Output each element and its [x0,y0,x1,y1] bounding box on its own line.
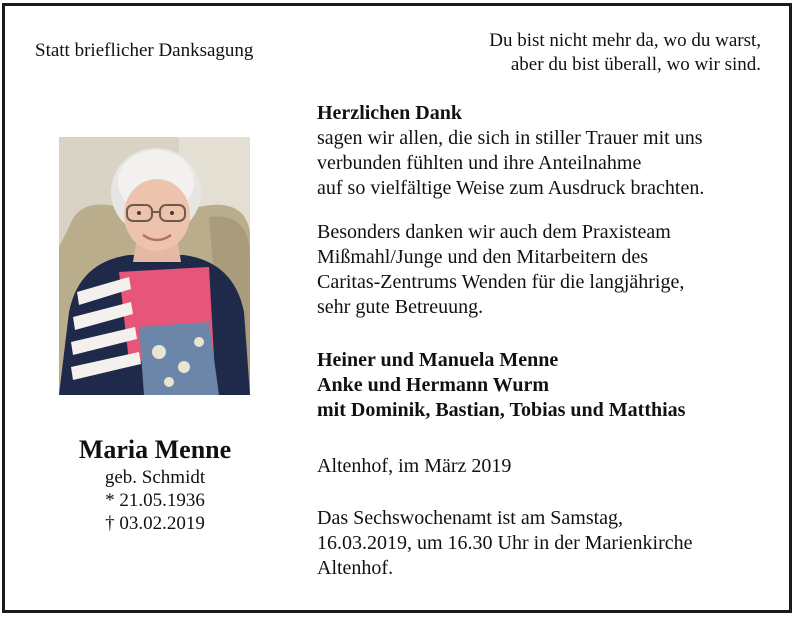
family-signatures [317,348,685,423]
special-thanks-line: Caritas-Zentrums Wenden für die langjährige, [317,271,685,293]
obituary-card [2,3,792,613]
quote-line: Du bist nicht mehr da, wo du warst, [489,30,761,51]
family-line: Anke und Hermann Wurm [317,374,550,396]
special-thanks-line: sehr gute Betreuung. [317,296,484,318]
deceased-name: Maria Menne [78,435,232,464]
header-quote [489,29,761,77]
special-thanks-line: Besonders danken wir auch dem Praxisteam [317,221,671,243]
service-line: 16.03.2019, um 16.30 Uhr in der Marienkirche [317,532,693,554]
portrait-illustration [59,137,250,395]
family-line: mit Dominik, Bastian, Tobias und Matthias [317,399,686,421]
service-line: Altenhof. [317,557,394,579]
thanks-line: verbunden fühlten und ihre Anteilnahme [317,152,642,174]
service-notice [317,506,692,581]
deceased-info [45,434,265,535]
death-date: † 03.02.2019 [105,513,205,534]
thanks-line: sagen wir allen, die sich in stiller Trauer mit uns [317,127,703,149]
family-line: Heiner und Manuela Menne [317,349,559,371]
thanks-line: auf so vielfältige Weise zum Ausdruck brachten. [317,177,705,199]
thanks-paragraph [317,101,704,201]
birth-name: geb. Schmidt [104,467,206,488]
thanks-heading: Herzlichen Dank [317,102,462,124]
place-date: Altenhof, im März 2019 [317,455,512,477]
portrait-photo [59,137,250,395]
birth-date: * 21.05.1936 [105,490,205,511]
quote-line: aber du bist überall, wo wir sind. [510,54,761,75]
special-thanks-paragraph [317,220,684,320]
special-thanks-line: Mißmahl/Junge und den Mitarbeitern des [317,246,649,268]
service-line: Das Sechswochenamt ist am Samstag, [317,507,624,529]
header-left-text: Statt brieflicher Danksagung [35,40,254,61]
